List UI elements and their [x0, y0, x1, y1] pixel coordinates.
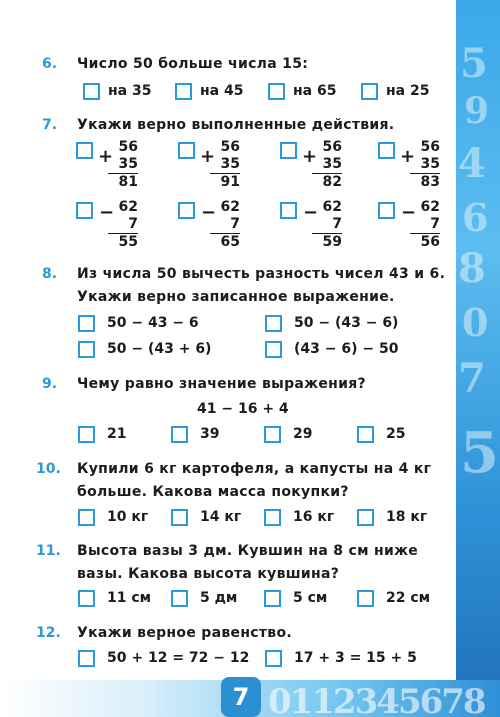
- decor-digit: 8: [458, 245, 486, 292]
- answer-option: на 25: [386, 83, 430, 99]
- decor-digit: 5: [460, 40, 488, 87]
- question-text: Купили 6 кг картофеля, а капусты на 4 кг: [77, 461, 432, 477]
- addend: 35: [108, 156, 138, 174]
- question-number: 12.: [36, 625, 61, 641]
- answer-checkbox[interactable]: [280, 142, 297, 159]
- answer-option: 50 + 12 = 72 − 12: [107, 650, 250, 666]
- decor-digit: 4: [458, 140, 486, 187]
- plus-sign: +: [200, 146, 216, 167]
- question-text: вазы. Какова высота кувшина?: [77, 566, 340, 582]
- question-text: больше. Какова масса покупки?: [77, 484, 349, 500]
- question-text: Высота вазы 3 дм. Кувшин на 8 см ниже: [77, 543, 419, 559]
- question-number: 6.: [42, 56, 58, 72]
- column-subtraction: [210, 199, 240, 251]
- answer-checkbox[interactable]: [76, 202, 93, 219]
- minuend: 62: [118, 199, 138, 215]
- answer-option: 14 кг: [200, 509, 242, 525]
- answer-checkbox[interactable]: [357, 509, 374, 526]
- answer-option: 50 − 43 − 6: [107, 315, 199, 331]
- answer-checkbox[interactable]: [357, 590, 374, 607]
- answer-option: (43 − 6) − 50: [294, 341, 399, 357]
- answer-option: 18 кг: [386, 509, 428, 525]
- sum-result: 91: [220, 174, 240, 190]
- answer-checkbox[interactable]: [268, 83, 285, 100]
- question-number: 11.: [36, 543, 61, 559]
- minus-sign: −: [99, 202, 115, 223]
- answer-checkbox[interactable]: [78, 315, 95, 332]
- minuend: 62: [220, 199, 240, 215]
- answer-option: 17 + 3 = 15 + 5: [294, 650, 417, 666]
- answer-checkbox[interactable]: [78, 650, 95, 667]
- question-number: 10.: [36, 461, 61, 477]
- difference-result: 56: [420, 234, 440, 250]
- addend: 56: [220, 139, 240, 155]
- answer-option: 50 − (43 − 6): [294, 315, 399, 331]
- question-text: Число 50 больше числа 15:: [77, 56, 309, 72]
- question-number: 8.: [42, 266, 58, 282]
- answer-checkbox[interactable]: [265, 315, 282, 332]
- decorative-digit-strip: [456, 0, 500, 717]
- column-subtraction: [312, 199, 342, 251]
- minuend: 62: [420, 199, 440, 215]
- question-text: Укажи верное равенство.: [77, 625, 292, 641]
- answer-option: на 35: [108, 83, 152, 99]
- answer-option: 39: [200, 426, 220, 442]
- plus-sign: +: [400, 146, 416, 167]
- subtrahend: 7: [410, 216, 440, 234]
- answer-checkbox[interactable]: [264, 590, 281, 607]
- decor-digit: 6: [462, 195, 489, 240]
- answer-checkbox[interactable]: [361, 83, 378, 100]
- plus-sign: +: [302, 146, 318, 167]
- addend: 56: [322, 139, 342, 155]
- subtrahend: 7: [312, 216, 342, 234]
- subtrahend: 7: [210, 216, 240, 234]
- question-text: Из числа 50 вычесть разность чисел 43 и 6.: [77, 266, 446, 282]
- answer-checkbox[interactable]: [178, 142, 195, 159]
- page-number: 7: [221, 677, 261, 717]
- answer-option: на 65: [293, 83, 337, 99]
- answer-checkbox[interactable]: [357, 426, 374, 443]
- addend: 35: [410, 156, 440, 174]
- answer-checkbox[interactable]: [171, 426, 188, 443]
- sum-result: 83: [420, 174, 440, 190]
- answer-checkbox[interactable]: [78, 426, 95, 443]
- column-subtraction: [108, 199, 138, 251]
- answer-checkbox[interactable]: [280, 202, 297, 219]
- answer-checkbox[interactable]: [264, 426, 281, 443]
- answer-checkbox[interactable]: [378, 142, 395, 159]
- difference-result: 55: [118, 234, 138, 250]
- addend: 35: [210, 156, 240, 174]
- answer-option: 21: [107, 426, 127, 442]
- answer-option: 5 см: [293, 590, 328, 606]
- question-text: Чему равно значение выражения?: [77, 376, 366, 392]
- sum-result: 82: [322, 174, 342, 190]
- addend: 56: [118, 139, 138, 155]
- column-addition: [410, 139, 440, 191]
- answer-checkbox[interactable]: [78, 341, 95, 358]
- answer-checkbox[interactable]: [378, 202, 395, 219]
- answer-checkbox[interactable]: [76, 142, 93, 159]
- plus-sign: +: [98, 146, 114, 167]
- sum-result: 81: [118, 174, 138, 190]
- decor-digit: 9: [464, 90, 490, 132]
- answer-checkbox[interactable]: [178, 202, 195, 219]
- answer-option: 5 дм: [200, 590, 238, 606]
- addend: 56: [420, 139, 440, 155]
- decor-digit: 0: [462, 300, 489, 345]
- column-addition: [108, 139, 138, 191]
- question-text: Укажи верно выполненные действия.: [77, 117, 395, 133]
- question-number: 9.: [42, 376, 58, 392]
- answer-option: 10 кг: [107, 509, 149, 525]
- answer-checkbox[interactable]: [175, 83, 192, 100]
- minus-sign: −: [401, 202, 417, 223]
- answer-option: 29: [293, 426, 313, 442]
- difference-result: 59: [322, 234, 342, 250]
- answer-checkbox[interactable]: [264, 509, 281, 526]
- answer-checkbox[interactable]: [265, 650, 282, 667]
- column-subtraction: [410, 199, 440, 251]
- addend: 35: [312, 156, 342, 174]
- answer-option: 25: [386, 426, 406, 442]
- answer-checkbox[interactable]: [78, 590, 95, 607]
- decor-digits-row: 0112345678: [268, 682, 485, 717]
- minus-sign: −: [303, 202, 319, 223]
- decor-digit: 7: [458, 355, 486, 402]
- answer-option: на 45: [200, 83, 244, 99]
- question-number: 7.: [42, 117, 58, 133]
- decor-digit: 5: [460, 420, 499, 486]
- answer-option: 22 см: [386, 590, 431, 606]
- answer-checkbox[interactable]: [78, 509, 95, 526]
- minuend: 62: [322, 199, 342, 215]
- math-expression: 41 − 16 + 4: [197, 401, 289, 417]
- minus-sign: −: [201, 202, 217, 223]
- answer-option: 11 см: [107, 590, 152, 606]
- answer-checkbox[interactable]: [171, 509, 188, 526]
- answer-checkbox[interactable]: [171, 590, 188, 607]
- column-addition: [210, 139, 240, 191]
- answer-option: 16 кг: [293, 509, 335, 525]
- subtrahend: 7: [108, 216, 138, 234]
- column-addition: [312, 139, 342, 191]
- answer-checkbox[interactable]: [265, 341, 282, 358]
- answer-option: 50 − (43 + 6): [107, 341, 212, 357]
- difference-result: 65: [220, 234, 240, 250]
- answer-checkbox[interactable]: [83, 83, 100, 100]
- question-text: Укажи верно записанное выражение.: [77, 289, 395, 305]
